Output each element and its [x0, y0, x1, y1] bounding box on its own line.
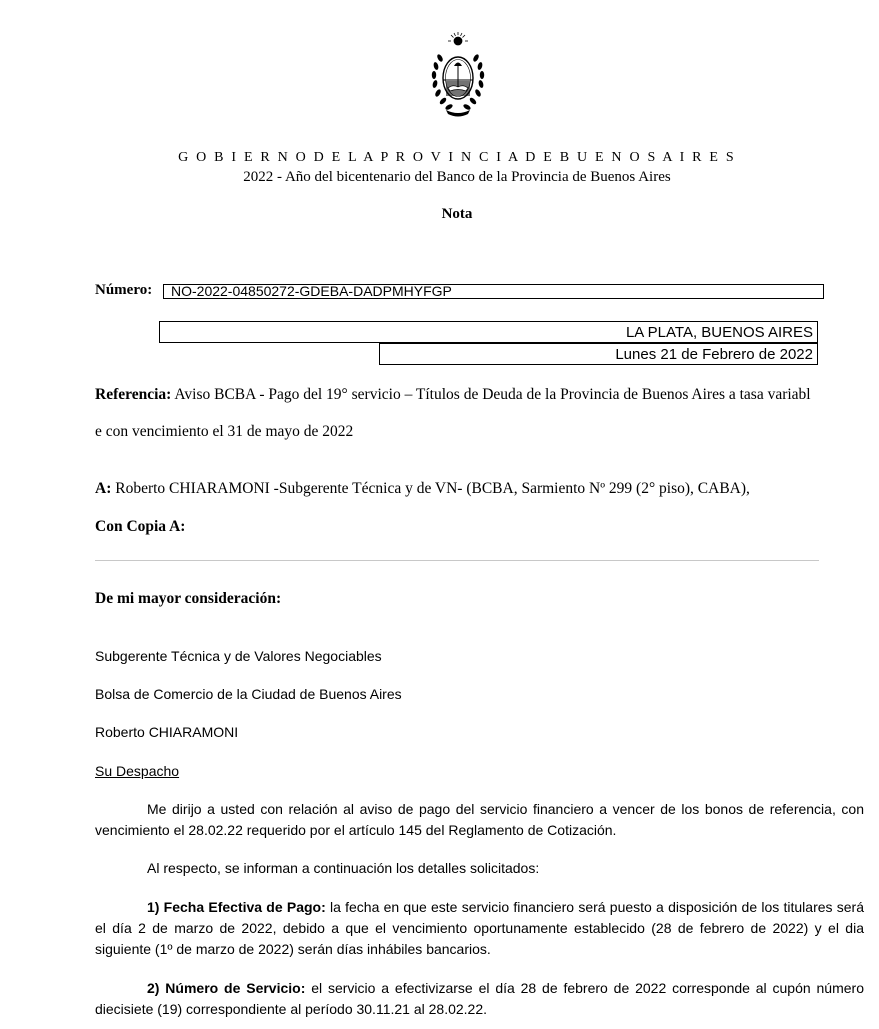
numero-label: Número:: [95, 282, 153, 298]
document-type-title: Nota: [441, 206, 473, 222]
referencia-text-continued: e con vencimiento el 31 de mayo de 2022: [95, 423, 354, 440]
item-1-label: 1) Fecha Efectiva de Pago:: [147, 899, 326, 915]
referencia-text: Aviso BCBA - Pago del 19° servicio – Títulos de Deuda de la Provincia de Buenos Aires a tasa variabl: [174, 386, 811, 403]
address-line-organization: Bolsa de Comercio de la Ciudad de Buenos Aires: [95, 686, 402, 702]
destinatario-label: A:: [95, 480, 112, 497]
destinatario: [95, 479, 835, 498]
body-item-1: [95, 897, 864, 960]
year-motto: 2022 - Año del bicentenario del Banco de la Provincia de Buenos Aires: [243, 169, 671, 185]
referencia-label: Referencia:: [95, 386, 172, 403]
government-heading: G O B I E R N O D E L A P R O V I N C I A D E B U E N O S A I R E S: [178, 150, 736, 165]
date-field: [379, 343, 818, 365]
address-line-name: Roberto CHIARAMONI: [95, 724, 239, 740]
item-2-text: el servicio a efectivizarse el día 28 de febrero de 2022 corresponde al cupón número diecisiete (19) correspondiente al período 30.11.21 al 28.02.22.: [95, 980, 864, 1017]
coat-of-arms-icon: [426, 30, 490, 120]
numero-field: [163, 284, 824, 299]
body-paragraph-2: Al respecto, se informan a continuación los detalles solicitados:: [147, 860, 540, 876]
body-paragraph-1: Me dirijo a usted con relación al aviso de pago del servicio financiero a vencer de los bonos de referencia, con vencimiento el 28.02.22 requerido por el artículo 145 del Reglamento de Cotización.: [95, 801, 864, 838]
body-item-2: [95, 978, 864, 1020]
referencia: [95, 385, 815, 404]
address-line-title: Subgerente Técnica y de Valores Negociables: [95, 648, 382, 664]
place-field: [159, 321, 818, 343]
item-1-text: la fecha en que este servicio financiero será puesto a disposición de los titulares será el día 2 de marzo de 2022, debido a que el vencimiento oportunamente establecido (28 de febrero de 2022) y el dia siguiente (1º de marzo de 2022) serán días inhábiles bancarios.: [95, 899, 864, 957]
destinatario-text: Roberto CHIARAMONI -Subgerente Técnica y de VN- (BCBA, Sarmiento Nº 299 (2° piso), CABA),: [115, 480, 750, 497]
con-copia-label: Con Copia A:: [95, 518, 186, 535]
numero-value: NO-2022-04850272-GDEBA-DADPMHYFGP: [171, 284, 452, 299]
item-2-label: 2) Número de Servicio:: [147, 980, 306, 996]
address-line-despacho: Su Despacho: [95, 763, 180, 779]
date-value: Lunes 21 de Febrero de 2022: [615, 346, 813, 363]
greeting: De mi mayor consideración:: [95, 590, 282, 607]
place-value: LA PLATA, BUENOS AIRES: [625, 324, 813, 341]
divider: [95, 560, 819, 561]
